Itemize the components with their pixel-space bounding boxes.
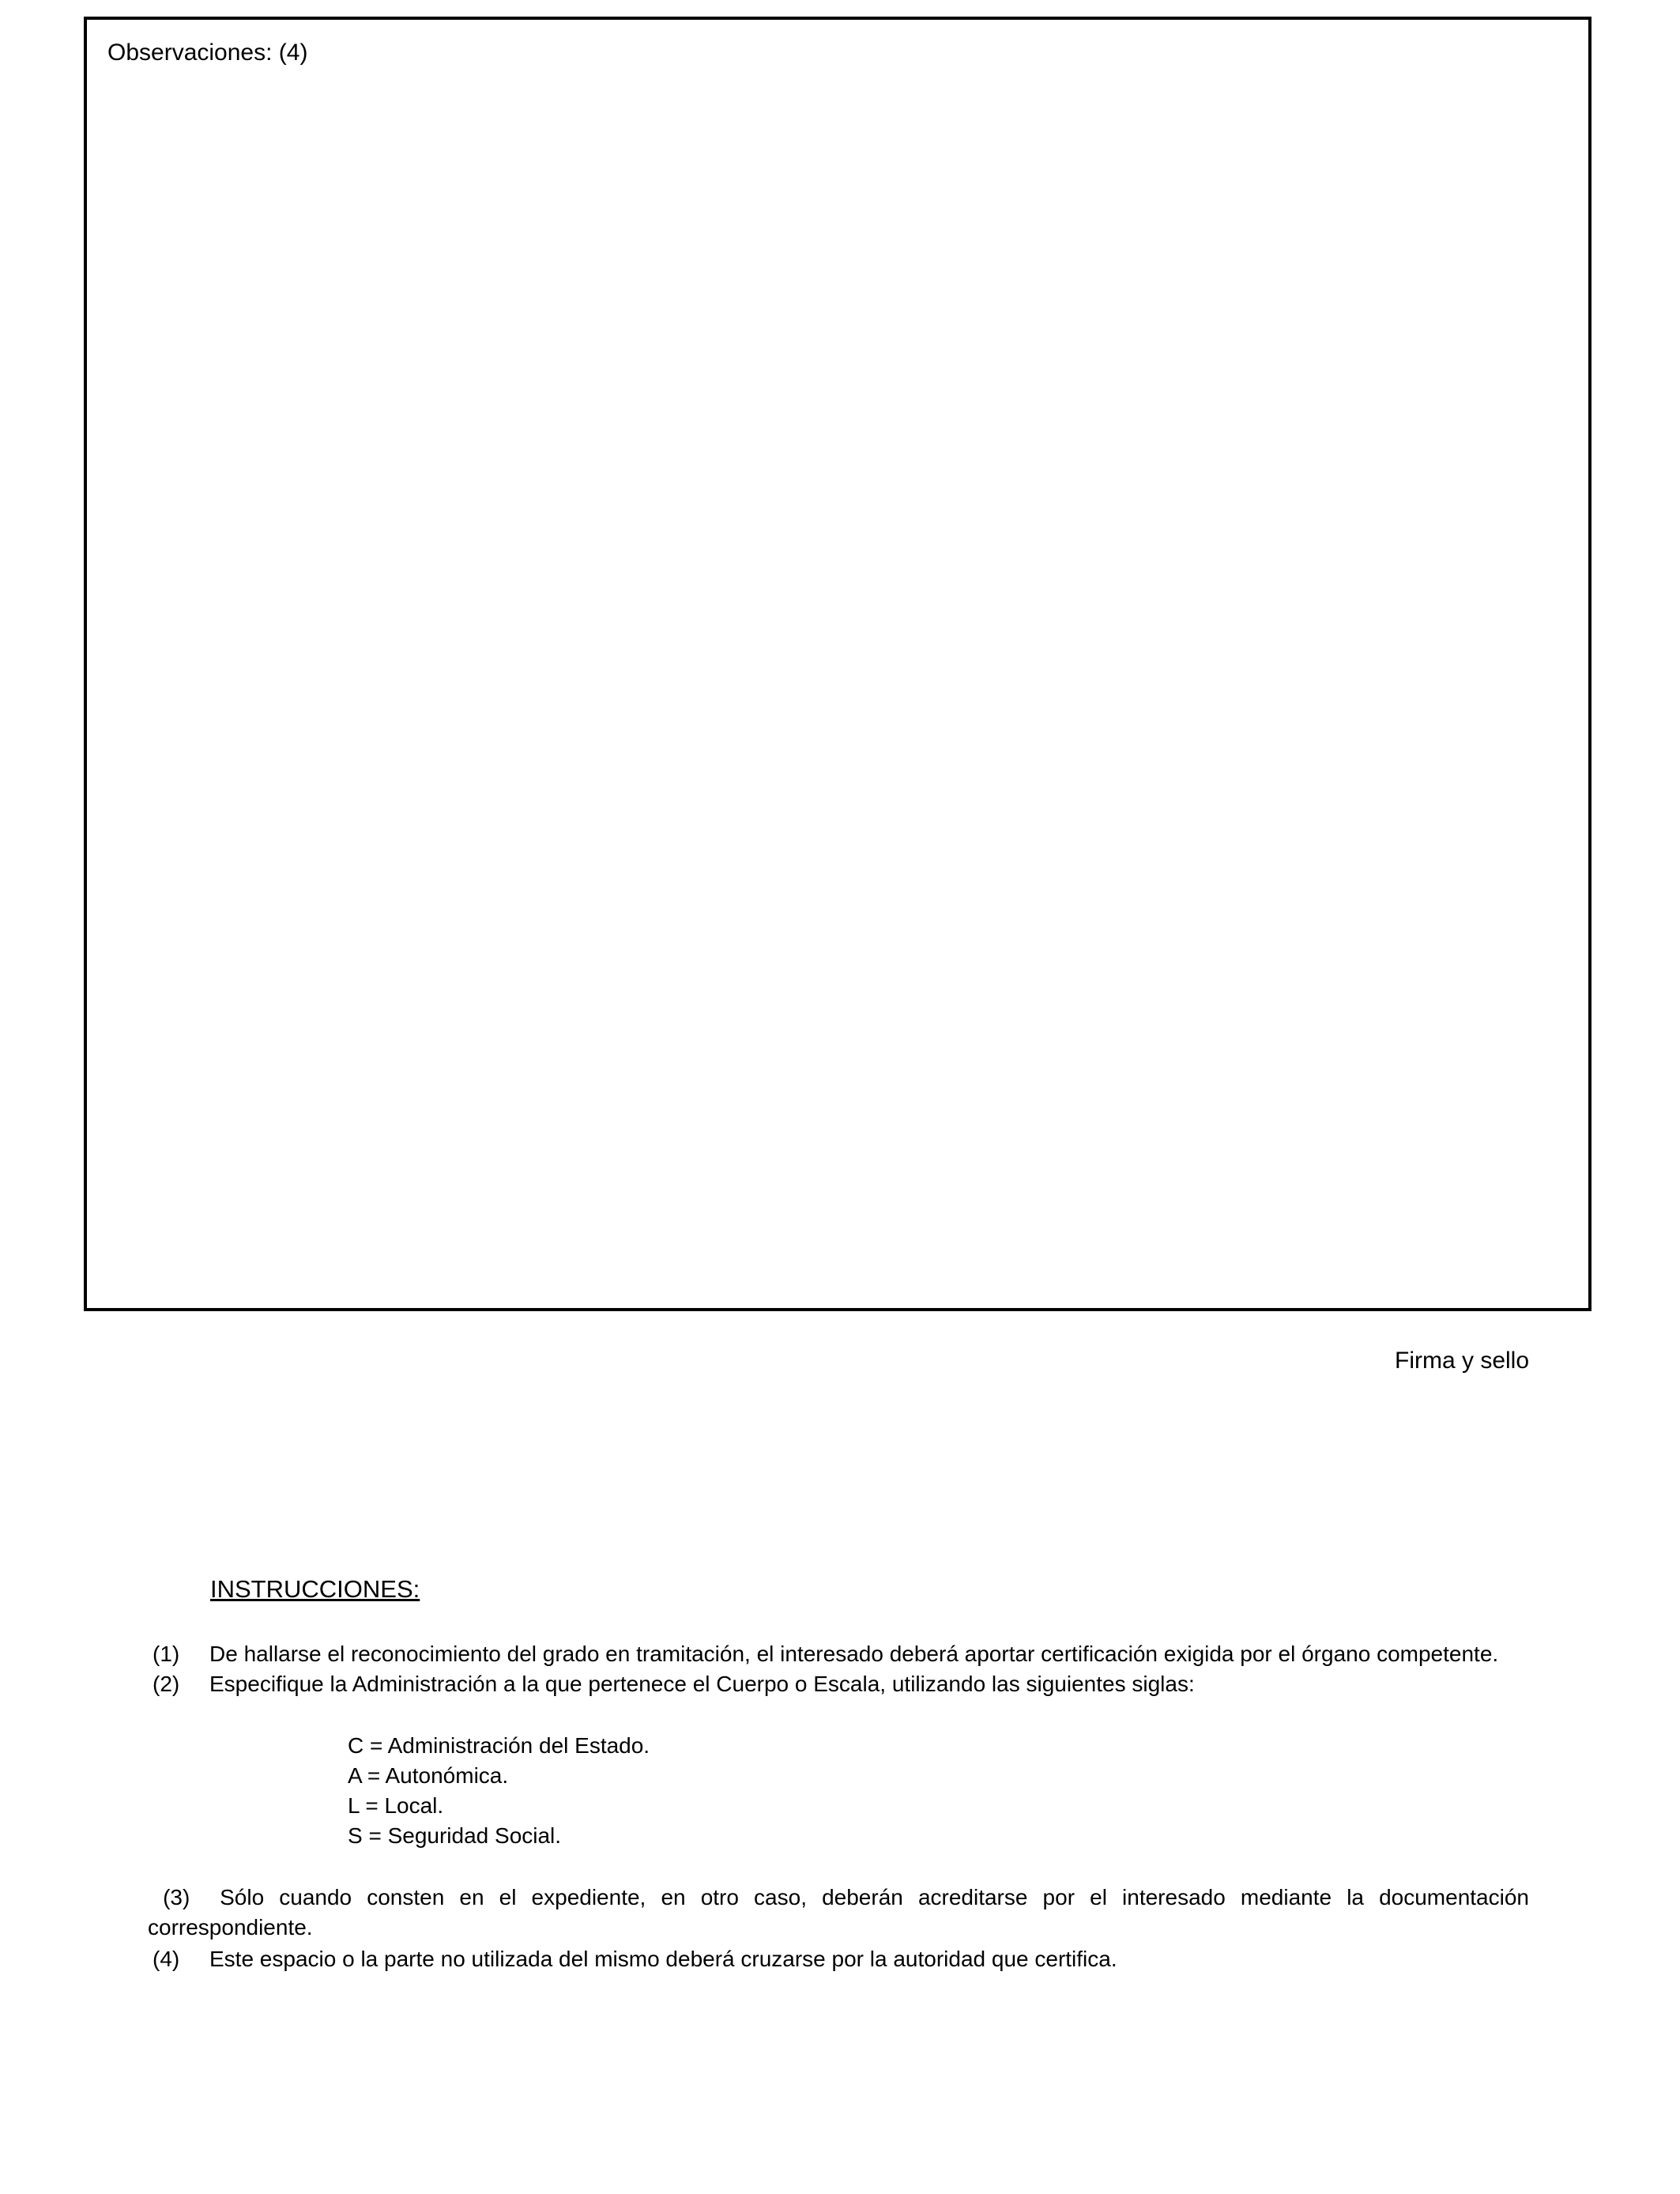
instruction-note-1: [153, 1639, 1498, 1669]
sigla-item: A = Autonómica.: [348, 1763, 509, 1788]
sigla-item: C = Administración del Estado.: [348, 1733, 650, 1758]
instruction-note-2: [153, 1669, 1195, 1699]
note-text: De hallarse el reconocimiento del grado en tramitación, el interesado deberá aportar certificación exigida por el órgano competente.: [209, 1642, 1499, 1666]
note-text: Especifique la Administración a la que pertenece el Cuerpo o Escala, utilizando las siguientes siglas:: [209, 1672, 1195, 1696]
observations-label: Observaciones: (4): [107, 40, 308, 66]
observations-box: [84, 17, 1591, 1311]
instruction-note-4: [153, 1944, 1117, 1974]
note-text: Sólo cuando consten en el expediente, en otro caso, deberán acreditarse por el interesado mediante la documentación correspondiente.: [148, 1885, 1529, 1940]
instruction-note-3: [148, 1883, 1529, 1943]
note-text: Este espacio o la parte no utilizada del mismo deberá cruzarse por la autoridad que certifica.: [209, 1947, 1117, 1971]
sigla-item: S = Seguridad Social.: [348, 1823, 562, 1848]
note-number: (1): [153, 1642, 180, 1666]
note-number: (2): [153, 1672, 180, 1696]
instructions-title: INSTRUCCIONES:: [210, 1575, 420, 1603]
signature-label: Firma y sello: [1395, 1348, 1530, 1374]
sigla-item: L = Local.: [348, 1793, 444, 1818]
note-number: (3): [163, 1885, 190, 1909]
note-number: (4): [153, 1947, 180, 1971]
